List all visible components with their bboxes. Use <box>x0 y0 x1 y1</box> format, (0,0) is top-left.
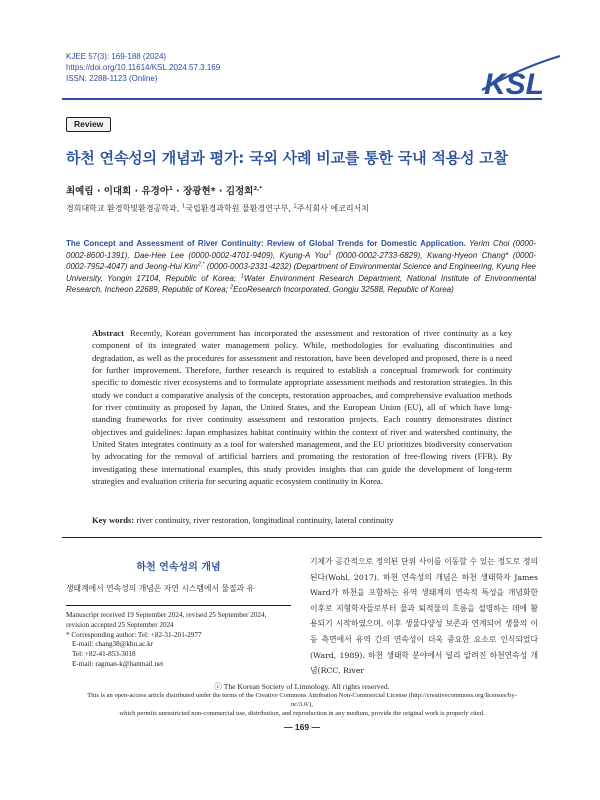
issn: ISSN: 2288-1123 (Online) <box>66 74 158 83</box>
accepted-line: revision accepted 25 September 2024 <box>66 620 174 629</box>
english-title: The Concept and Assessment of River Continuity: Review of Global Trends for Domestic Application. <box>66 239 466 248</box>
keywords-text: river continuity, river restoration, longitudinal continuity, lateral continuity <box>134 515 394 525</box>
email-2[interactable]: E-mail: ragman-k@hanmail.net <box>72 659 164 668</box>
corresponding-line: * Corresponding author: Tel: +82-31-201-2977 <box>66 630 202 639</box>
author-sup-2: 2,* <box>253 185 263 192</box>
english-authors-a: Yerim Choi (0000-0002-8600-1391), Dae-Hee Lee (0000-0002-4701-9409), Kyung-A You <box>66 239 536 260</box>
received-line: Manuscript received 19 September 2024, revised 25 September 2024, <box>66 611 267 619</box>
authors-part-2: · 장광현* · 김정희 <box>172 186 254 197</box>
abstract-label: Abstract <box>92 328 124 338</box>
keywords <box>92 514 512 526</box>
ksl-logo <box>480 50 562 98</box>
abstract <box>92 327 512 487</box>
article-type-badge: Review <box>66 117 111 132</box>
english-authors-d: Water Environment Research Department, National Institute of Environmental Research, Incheon 22689, Republic of Korea; <box>66 273 536 295</box>
copyright: ⓒ The Korean Society of Limnology. All rights reserved. <box>214 682 390 691</box>
english-authors-e: EcoResearch Incorporated, Gongju 32588, Republic of Korea) <box>233 285 454 295</box>
english-sup-3: 1 <box>240 273 244 280</box>
doi-link[interactable]: https://doi.org/10.11614/KSL.2024.57.3.169 <box>66 63 221 72</box>
english-authors-c: (0000-0003-2331-4232) (Department of Environmental Science and Engineering, Kyung Hee University, Yongin 17104, Republic of Korea; <box>66 262 536 283</box>
affil-sup-2: 2 <box>293 203 297 210</box>
english-sup-1: 1 <box>328 249 332 256</box>
license-line-1: This is an open-access article distributed under the terms of the Creative Commons Attribution Non-Commercial License (http://creativecommons.org/licenses/by-nc/3.0/), <box>87 692 517 708</box>
abstract-text: Recently, Korean government has incorporated the assessment and restoration of river continuity as a key component of its integrated water management policy. While, methodologies for evaluating discontinuities and degradation, as well as the procedures for assessment and restoration, have been developed and proposed, there is a need for further improvement. Therefore, further research is required to establish a conceptual framework for continuity specific to domestic river ecosystems and to formulate appropriate assessment methods and restoration strategies. In this study we conduct a comparative analysis of the concepts, restoration approaches, and comprehensive evaluation methods for river continuity as proposed by Japan, the United States, and the European Union (EU), all of which have long-standing frameworks for river continuity assessment and restoration projects. Each country demonstrates distinct objectives and guidelines: Japan emphasizes habitat continuity within the context of river and watershed continuity, the United States integrates continuity as a tool for watershed management, and the EU prioritizes biodiversity conservation by advocating for the removal of artificial barriers and promoting the restoration of free-flowing rivers (FFR). By investigating these international examples, this study provides insights that can guide the development of long-term strategies and evaluation criteria for securing aquatic ecosystem continuity in Korea. <box>92 328 512 487</box>
keywords-label: Key words: <box>92 515 135 525</box>
manuscript-info <box>66 611 296 670</box>
footnote-rule <box>66 605 291 606</box>
section-divider <box>62 537 542 538</box>
affil-2: 주식회사 에코리서치 <box>296 204 370 213</box>
english-sup-2: 2,* <box>197 261 205 268</box>
authors-part-1: 최예림 · 이대희 · 유경아 <box>66 186 170 197</box>
left-column-text: 생태계에서 연속성의 개념은 자연 시스템에서 물질과 유 <box>66 584 255 593</box>
right-column-text: 기체가 공간적으로 정의된 단위 사이를 이동할 수 있는 정도로 정의된다(Wohl, 2017). 하천 연속성의 개념은 하천 생태학자 James Ward가 하천을 포함하는 유역 생태계의 연속적 특성을 개념화한 이후로 지형학자들로부터 물과 퇴적물의 흐름을 설명하는 데에 활용되기 시작하였으며, 이후 생물다양성 보존과 연계되어 생물의 이동 측면에서 유역 간의 연속성이 더욱 중요한 요소로 인식되었다(Ward, 1989). 하천 생태학 분야에서 널리 알려진 하천연속성 개념(RCC, River <box>310 557 538 676</box>
article-title-ko: 하천 연속성의 개념과 평가: 국외 사례 비교를 통한 국내 적용성 고찰 <box>66 149 508 167</box>
affil-sup-1: 1 <box>181 203 186 210</box>
logo-text: KSL <box>484 68 544 98</box>
section-title: 하천 연속성의 개념 <box>136 562 221 573</box>
english-sup-4: 2 <box>230 284 234 291</box>
affiliations-ko <box>66 203 369 214</box>
tel-2: Tel: +82-41-853-3018 <box>72 650 136 659</box>
affil-main: 경희대학교 환경학및환경공학과, <box>66 204 182 213</box>
author-sup-1: 1 <box>169 185 173 192</box>
affil-1: 국립환경과학원 물환경연구부, <box>185 204 294 213</box>
header-rule <box>62 98 542 100</box>
citation: KJEE 57(3): 169-188 (2024) <box>66 52 167 61</box>
english-authors-b: (0000-0002-2733-6829), Kwang-Hyeon Chang* (0000-0002-7952-4047) and Jeong-Hui Kim <box>66 250 536 272</box>
english-citation-block <box>66 238 536 296</box>
page-number: — 169 — <box>284 722 320 732</box>
license-line-2: which permits unrestricted non-commercial use, distribution, and reproduction in any medium, provide the original work is properly cited. <box>119 709 485 717</box>
license <box>80 692 524 718</box>
email-1[interactable]: E-mail: chang38@khu.ac.kr <box>72 640 154 649</box>
journal-meta <box>66 51 220 84</box>
authors-ko <box>66 183 262 197</box>
